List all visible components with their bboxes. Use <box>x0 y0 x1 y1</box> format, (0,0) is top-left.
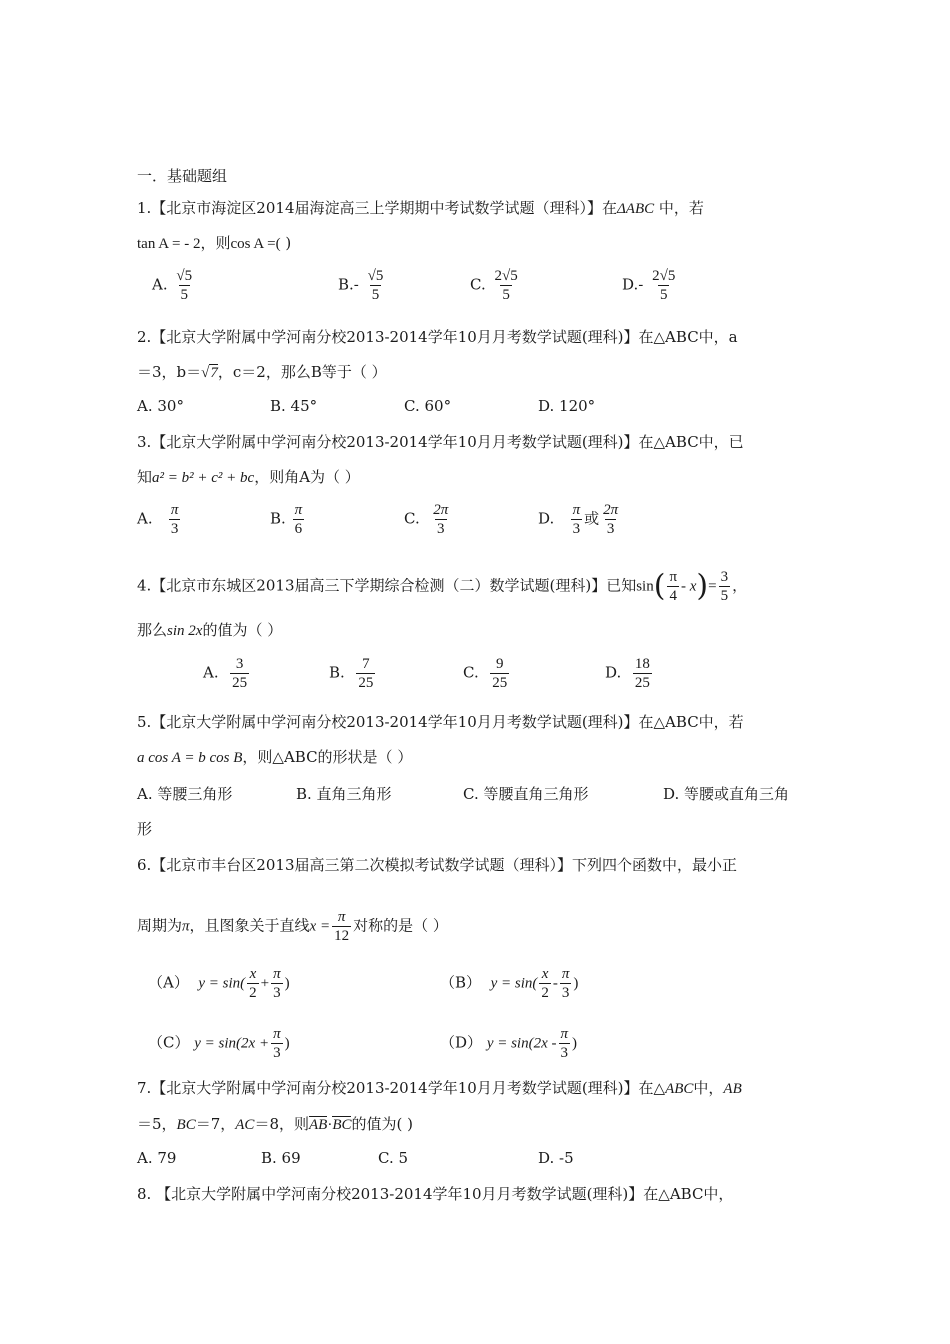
question-6-stem: 6.【北京市丰台区2013届高三第二次模拟考试数学试题（理科）】下列四个函数中，最小正 <box>137 856 737 874</box>
q5-option-c: C. 等腰直角三角形 <box>463 785 589 803</box>
question-2-stem: 2.【北京大学附属中学河南分校2013-2014学年10月月考数学试题(理科)】在△ABC中，a <box>137 328 738 346</box>
q6-option-b: （B） y = sin( $\frac{x}{2}$ - $\frac{\pi}{3}$ ) <box>440 966 579 1001</box>
q5-option-d: D. 等腰或直角三角 <box>663 785 790 803</box>
question-3-stem: 3.【北京大学附属中学河南分校2013-2014学年10月月考数学试题(理科)】在△ABC中，已 <box>137 433 744 451</box>
question-2-condition: ＝3，b＝√7，c＝2，那么B等于（ ） <box>137 363 387 381</box>
question-7-stem: 7.【北京大学附属中学河南分校2013-2014学年10月月考数学试题(理科)】在△ABC中，AB <box>137 1079 742 1097</box>
q3-option-d: D. $\frac{\pi}{3}$ 或 $\frac{2\pi}{3}$ <box>538 502 619 537</box>
q4-option-c: C. $\frac{9}{25}$ <box>463 656 508 691</box>
q3-option-a: A. $\frac{\pi}{3}$ <box>137 502 179 537</box>
q6-option-d: （D） y = sin(2x - $\frac{\pi}{3}$ ) <box>440 1026 578 1061</box>
question-8-stem: 8. 【北京大学附属中学河南分校2013-2014学年10月月考数学试题(理科)】在△ABC中， <box>137 1185 734 1203</box>
q2-option-a: A. 30° <box>137 397 184 415</box>
question-4-stem: 4.【北京市东城区2013届高三下学期综合检测（二）数学试题(理科)】已知sin( $\frac{\pi}{4}$ - x)= $\frac{3}{5}$ ， <box>137 568 748 604</box>
question-1-stem: 1.【北京市海淀区2014届海淀高三上学期期中考试数学试题（理科）】在ΔABC 中，若 <box>137 199 704 217</box>
question-4-ask: 那么sin 2x的值为（ ） <box>137 621 283 639</box>
q3-option-c: C. $\frac{2\pi}{3}$ <box>404 502 449 537</box>
q4-option-a: A. $\frac{3}{25}$ <box>203 656 248 691</box>
question-6-condition: 周期为π，且图象关于直线x = $\frac{\pi}{12}$ 对称的是（ ） <box>137 909 448 944</box>
q1-option-c: C. $\frac{2√5}{5}$ <box>470 268 518 303</box>
q5-option-d-wrap: 形 <box>137 820 153 838</box>
q7-option-c: C. 5 <box>378 1149 409 1167</box>
q1-option-d: D.- $\frac{2√5}{5}$ <box>622 268 676 303</box>
q4-option-b: B. $\frac{7}{25}$ <box>329 656 374 691</box>
q7-option-b: B. 69 <box>261 1149 301 1167</box>
q3-option-b: B. $\frac{\pi}{6}$ <box>270 502 303 537</box>
q2-option-d: D. 120° <box>538 397 596 415</box>
question-1-condition: tan A = - 2，则cos A =( ) <box>137 234 292 252</box>
q4-option-d: D. $\frac{18}{25}$ <box>605 656 650 691</box>
question-5-stem: 5.【北京大学附属中学河南分校2013-2014学年10月月考数学试题(理科)】在△ABC中，若 <box>137 713 744 731</box>
q2-option-b: B. 45° <box>270 397 318 415</box>
section-title: 一．基础题组 <box>137 167 228 185</box>
question-5-condition: a cos A = b cos B，则△ABC的形状是（ ） <box>137 748 413 766</box>
q6-option-a: （A） y = sin( $\frac{x}{2}$ + $\frac{\pi}{3}$ ) <box>148 966 290 1001</box>
q5-option-a: A. 等腰三角形 <box>137 785 233 803</box>
question-3-condition: 知a² = b² + c² + bc，则角A为（ ） <box>137 468 360 486</box>
q7-option-a: A. 79 <box>137 1149 177 1167</box>
q2-option-c: C. 60° <box>404 397 452 415</box>
q5-option-b: B. 直角三角形 <box>296 785 392 803</box>
question-7-condition: ＝5，BC＝7，AC＝8，则AB·BC的值为( ) <box>137 1115 413 1133</box>
q1-option-a: A. $\frac{√5}{5}$ <box>152 268 193 303</box>
q7-option-d: D. -5 <box>538 1149 574 1167</box>
q1-option-b: B.- $\frac{√5}{5}$ <box>338 268 384 303</box>
q6-option-c: （C） y = sin(2x + $\frac{\pi}{3}$ ) <box>148 1026 290 1061</box>
